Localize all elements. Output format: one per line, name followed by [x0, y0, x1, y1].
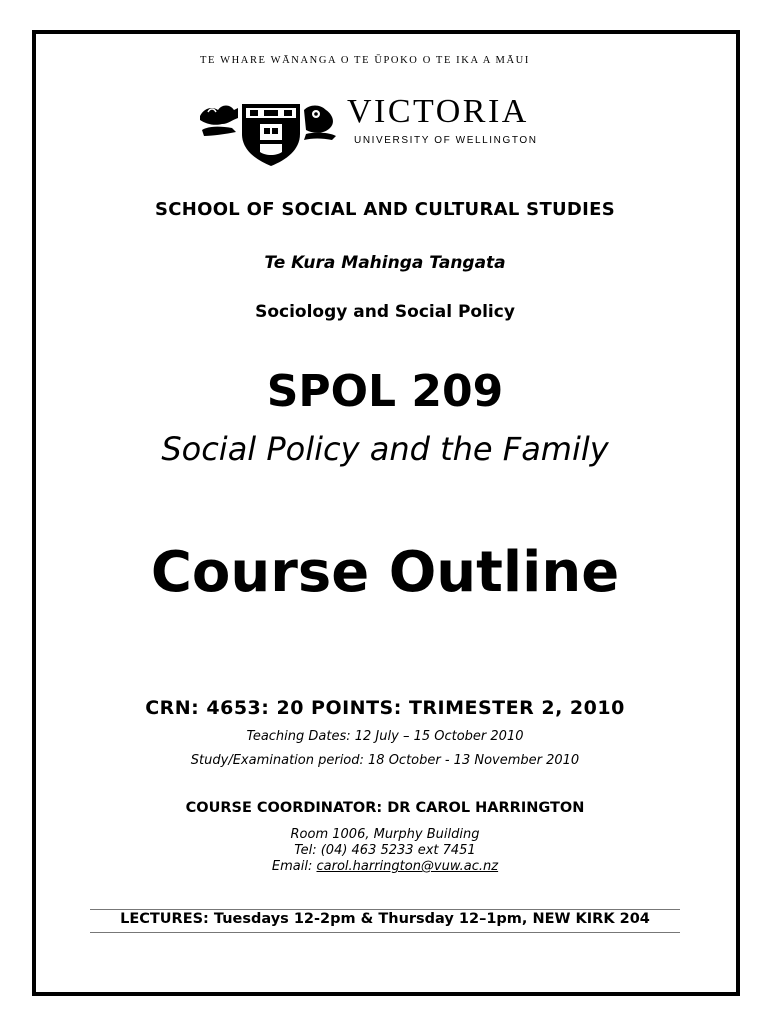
logo-subtitle: UNIVERSITY OF WELLINGTON [354, 135, 538, 146]
coordinator-room: Room 1006, Murphy Building [290, 827, 480, 842]
lectures-info: LECTURES: Tuesdays 12-2pm & Thursday 12–1pm, NEW KIRK 204 [120, 911, 650, 927]
coordinator-email-line [0, 859, 770, 874]
teaching-dates: Teaching Dates: 12 July – 15 October 2010 [246, 729, 524, 744]
course-code: SPOL 209 [266, 366, 504, 417]
university-crest-icon [198, 68, 340, 168]
crn-line: CRN: 4653: 20 POINTS: TRIMESTER 2, 2010 [145, 697, 625, 719]
coordinator-email-link[interactable]: carol.harrington@vuw.ac.nz [316, 859, 499, 874]
lectures-top-rule [90, 909, 680, 910]
department-name: Sociology and Social Policy [255, 302, 515, 322]
school-name: SCHOOL OF SOCIAL AND CULTURAL STUDIES [154, 199, 616, 220]
study-period: Study/Examination period: 18 October - 13 November 2010 [190, 753, 580, 768]
document-title: Course Outline [150, 540, 620, 605]
logo-wordmark: VICTORIA [347, 93, 529, 130]
logo-motto: TE WHARE WĀNANGA O TE ŪPOKO O TE IKA A MĀUI [200, 55, 530, 66]
lectures-bottom-rule [90, 932, 680, 933]
email-label: Email: [271, 859, 317, 874]
coordinator-phone: Tel: (04) 463 5233 ext 7451 [294, 843, 476, 858]
course-title: Social Policy and the Family [161, 430, 609, 468]
course-coordinator: COURSE COORDINATOR: DR CAROL HARRINGTON [185, 800, 585, 816]
maori-school-name: Te Kura Mahinga Tangata [264, 253, 506, 273]
